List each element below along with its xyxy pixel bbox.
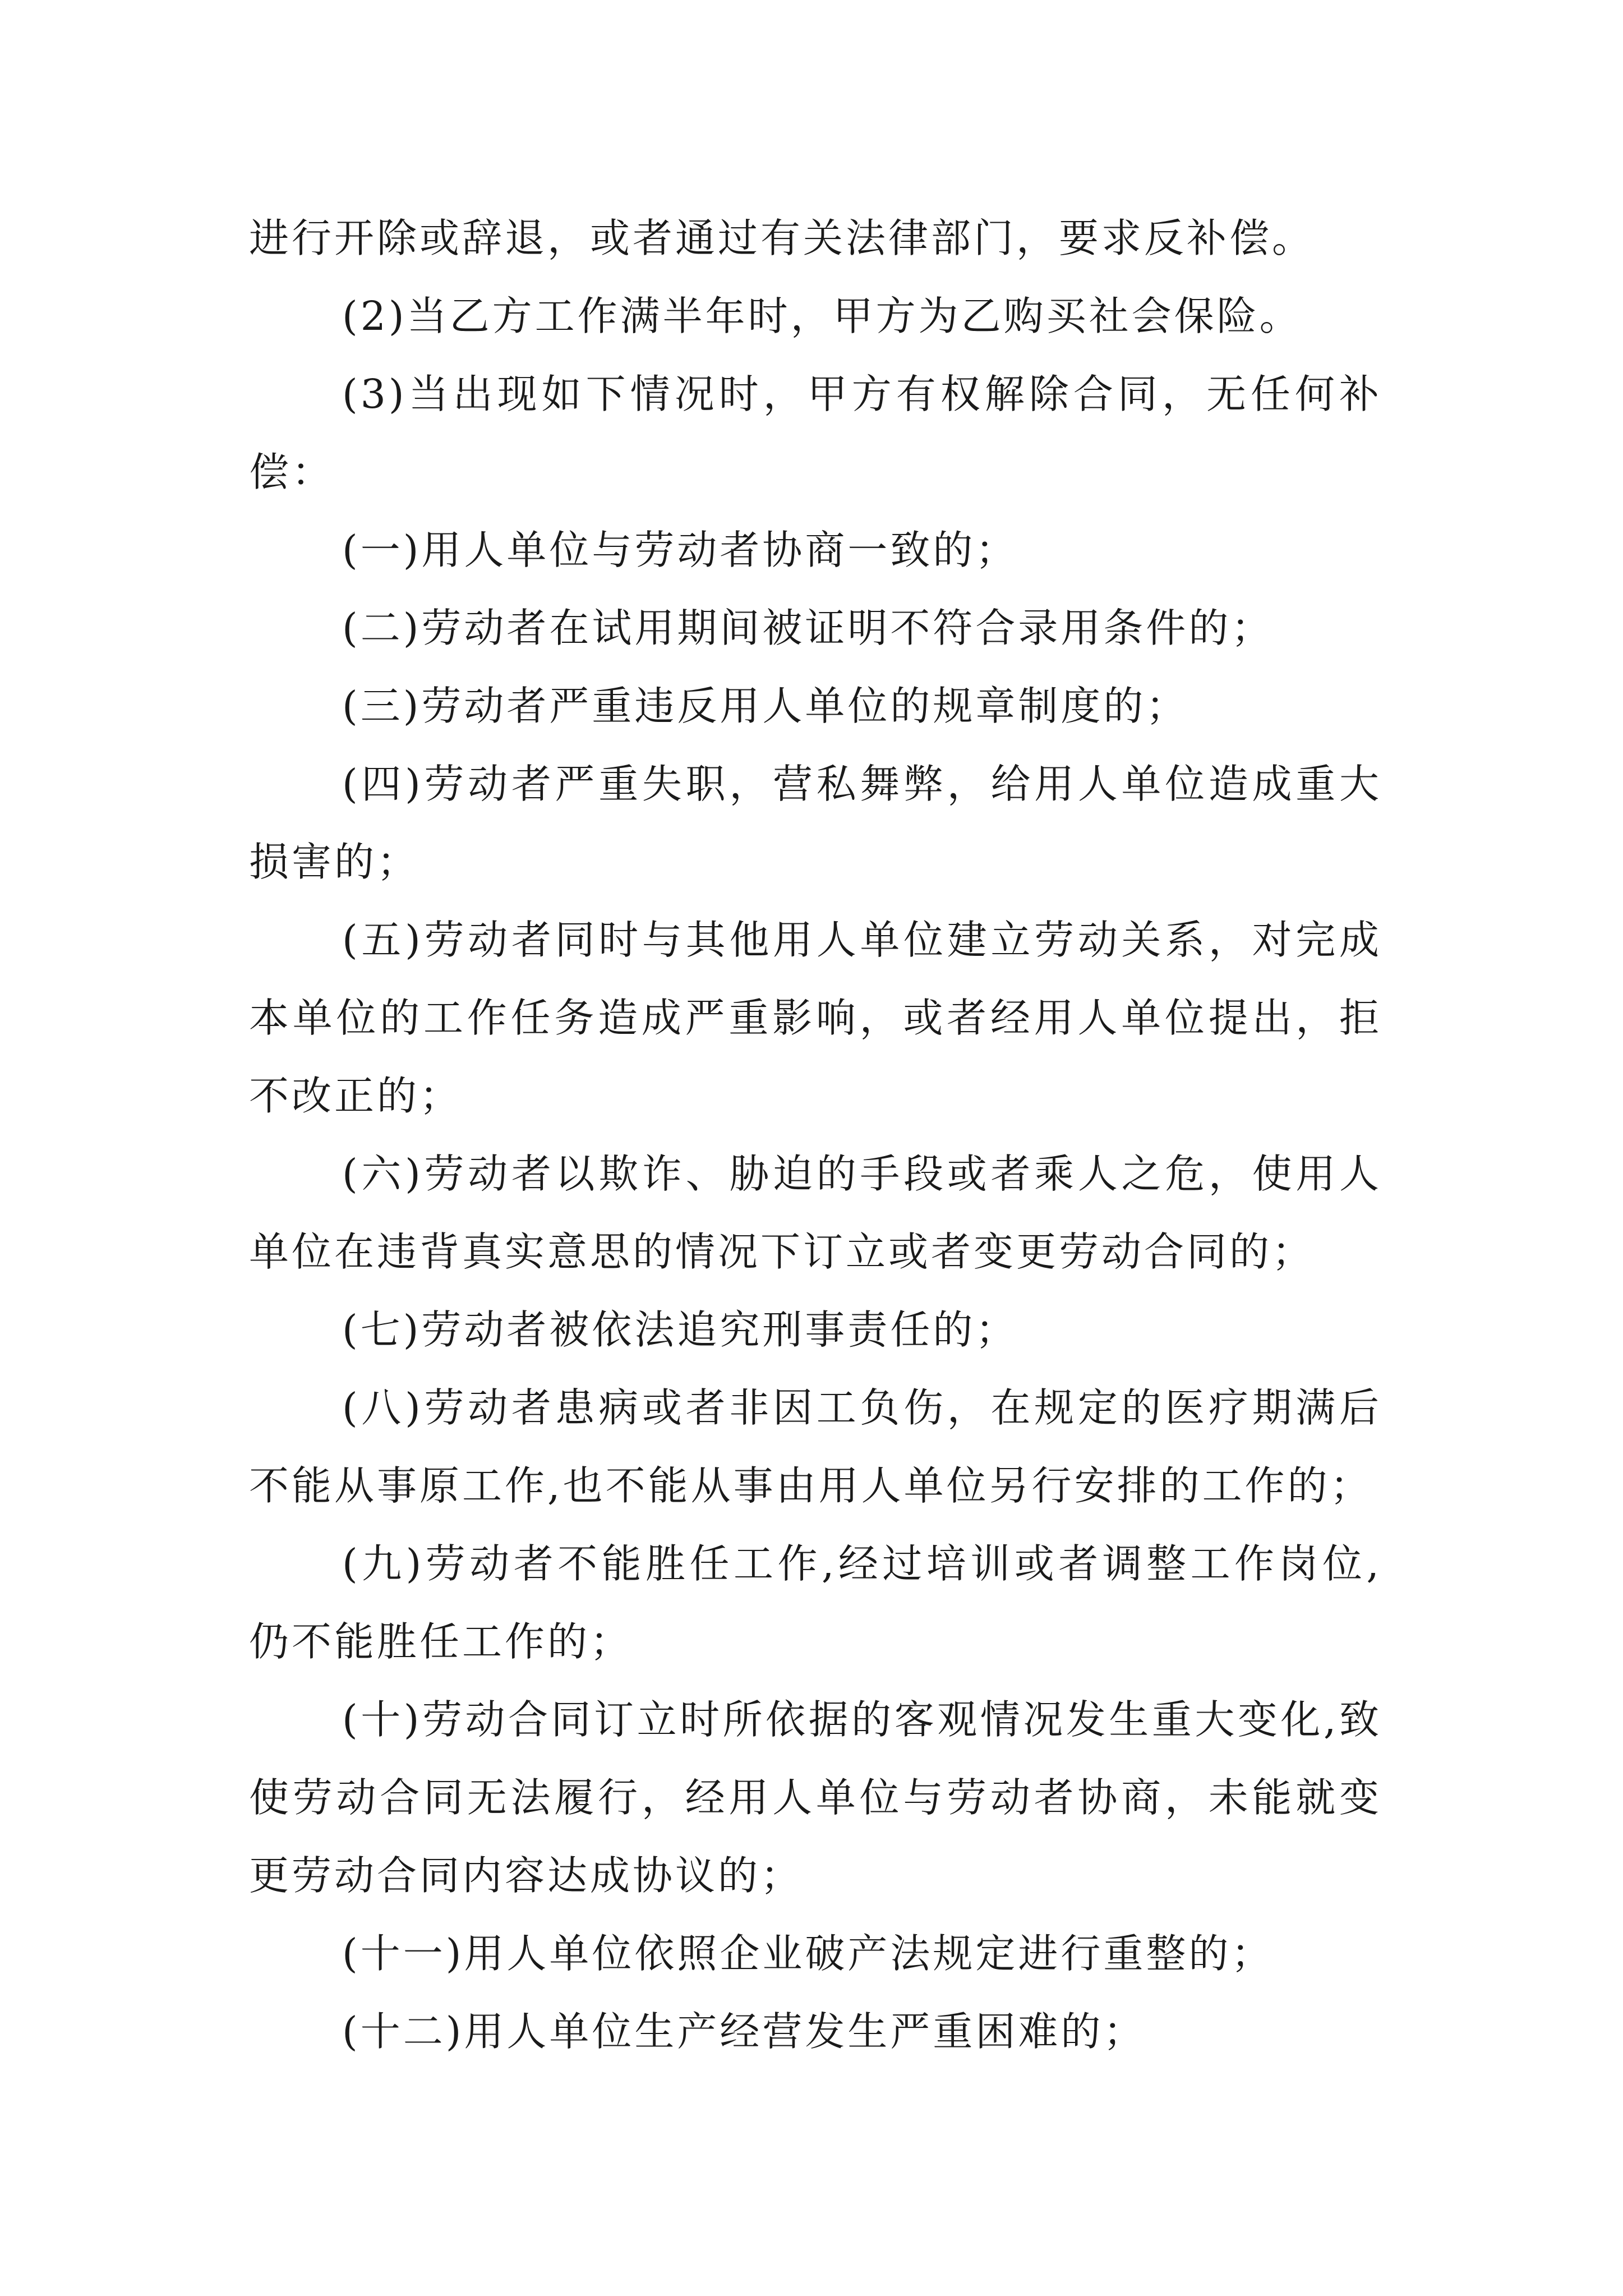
paragraph-item-6: (六)劳动者以欺诈、胁迫的手段或者乘人之危，使用人单位在违背真实意思的情况下订立或者变更劳动合同的；	[249, 1151, 1382, 1275]
document-body	[249, 199, 1382, 2070]
paragraph-item-7: (七)劳动者被依法追究刑事责任的；	[342, 1306, 1018, 1353]
paragraph-item-12: (十二)用人单位生产经营发生严重困难的；	[342, 2008, 1146, 2055]
paragraph-item-9: (九)劳动者不能胜任工作,经过培训或者调整工作岗位,仍不能胜任工作的；	[249, 1540, 1382, 1665]
paragraph-clause-2: (2)当乙方工作满半年时，甲方为乙购买社会保险。	[342, 293, 1302, 339]
paragraph-item-11: (十一)用人单位依照企业破产法规定进行重整的；	[342, 1930, 1274, 1977]
paragraph-item-2: (二)劳动者在试用期间被证明不符合录用条件的；	[342, 605, 1274, 651]
paragraph-item-1: (一)用人单位与劳动者协商一致的；	[342, 527, 1018, 573]
paragraph-item-5: (五)劳动者同时与其他用人单位建立劳动关系，对完成本单位的工作任务造成严重影响，或者经用人单位提出，拒不改正的；	[249, 917, 1382, 1119]
paragraph-continuation: 进行开除或辞退，或者通过有关法律部门，要求反补偿。	[249, 215, 1315, 261]
paragraph-item-8: (八)劳动者患病或者非因工负伤，在规定的医疗期满后不能从事原工作,也不能从事由用人单位另行安排的工作的；	[249, 1384, 1382, 1509]
paragraph-item-3: (三)劳动者严重违反用人单位的规章制度的；	[342, 683, 1189, 729]
paragraph-item-10: (十)劳动合同订立时所依据的客观情况发生重大变化,致使劳动合同无法履行，经用人单位与劳动者协商，未能就变更劳动合同内容达成协议的；	[249, 1696, 1382, 1899]
paragraph-clause-3: (3)当出现如下情况时，甲方有权解除合同，无任何补偿：	[249, 371, 1382, 495]
paragraph-item-4: (四)劳动者严重失职，营私舞弊，给用人单位造成重大损害的；	[249, 761, 1382, 885]
